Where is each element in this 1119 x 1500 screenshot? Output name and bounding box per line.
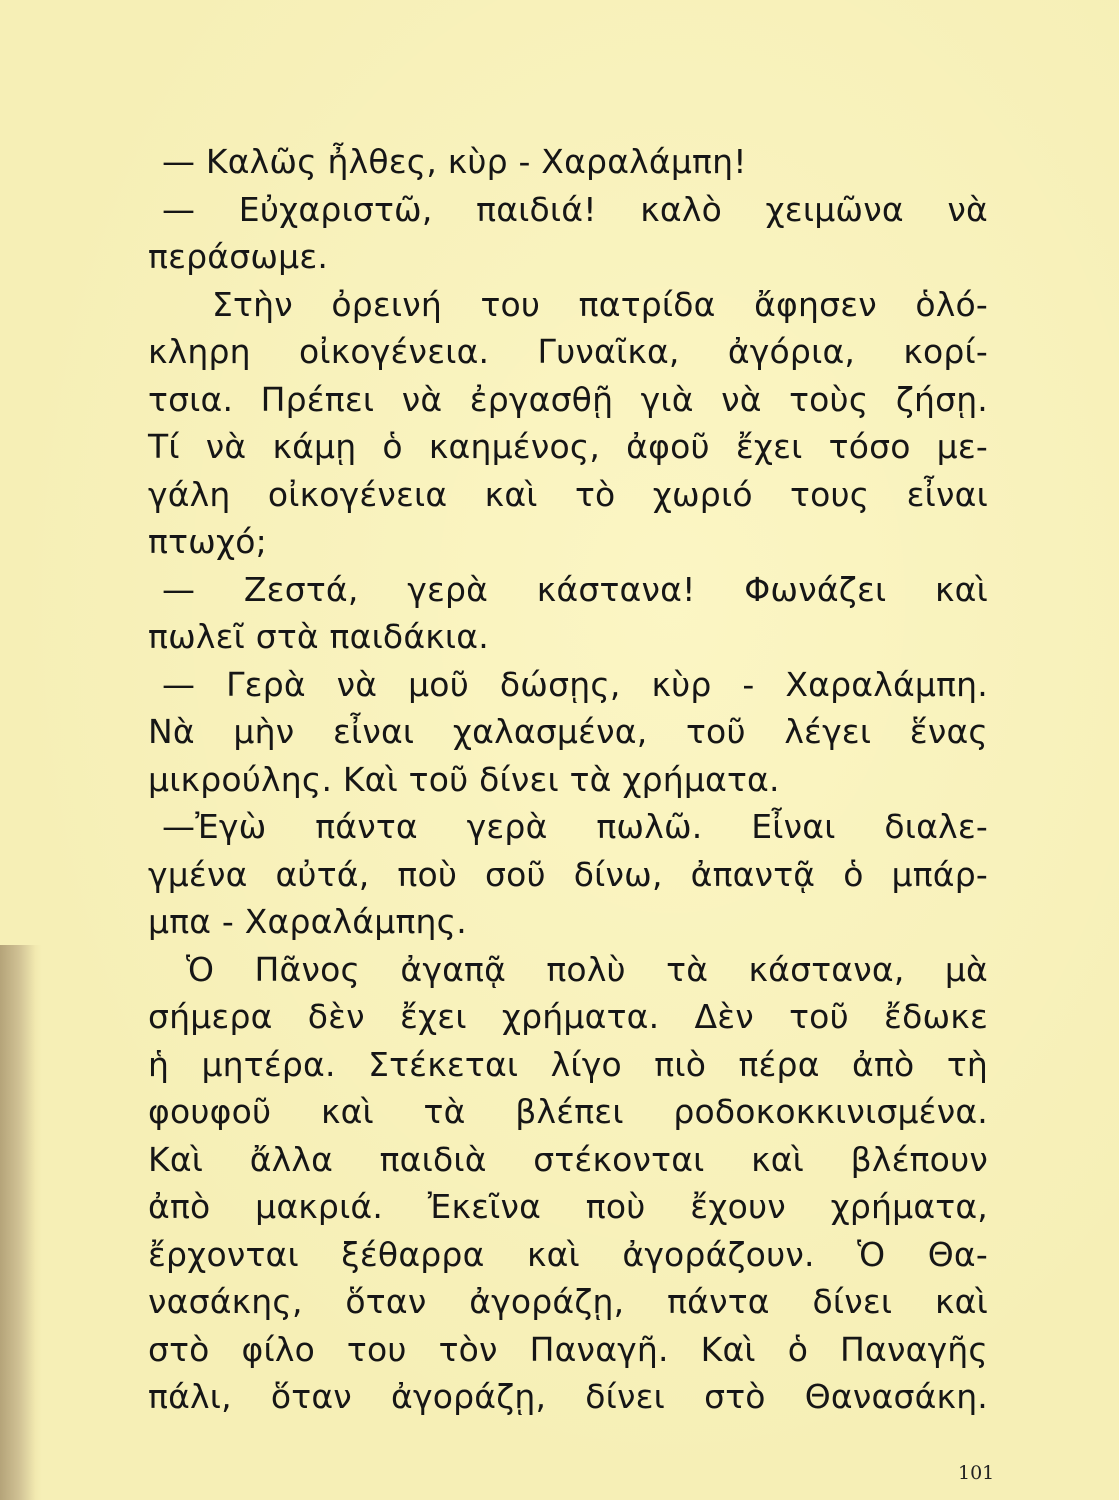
text-line: πτωχό; [148, 522, 267, 561]
text-line: ἔρχονται ξέθαρρα καὶ ἀγοράζουν. Ὁ Θα- [148, 1234, 988, 1274]
paper-stain [0, 945, 42, 1500]
text-line: Καὶ ἄλλα παιδιὰ στέκονται καὶ βλέπουν [148, 1139, 988, 1179]
text-line: γάλη οἰκογένεια καὶ τὸ χωριό τους εἶναι [148, 474, 988, 514]
text-line: — Καλῶς ἦλθες, κὺρ - Χαραλάμπη! [162, 142, 747, 181]
text-line: Ὁ Πᾶνος ἀγαπᾷ πολὺ τὰ κάστανα, μὰ [186, 949, 988, 989]
body-text [148, 138, 988, 1421]
text-line: πάλι, ὅταν ἀγοράζῃ, δίνει στὸ Θανασάκη. [148, 1377, 988, 1416]
page-number: 101 [958, 1462, 995, 1484]
text-line: πωλεῖ στὰ παιδάκια. [148, 617, 489, 656]
text-line: — Γερὰ νὰ μοῦ δώσῃς, κὺρ - Χαραλάμπη. [162, 664, 988, 704]
text-line: — Εὐχαριστῶ, παιδιά! καλὸ χειμῶνα νὰ [162, 189, 988, 229]
text-line: ἡ μητέρα. Στέκεται λίγο πιὸ πέρα ἀπὸ τὴ [148, 1044, 988, 1084]
text-line: νασάκης, ὅταν ἀγοράζῃ, πάντα δίνει καὶ [148, 1282, 988, 1321]
text-line: Στὴν ὀρεινή του πατρίδα ἄφησεν ὁλό- [212, 284, 988, 324]
text-line: τσια. Πρέπει νὰ ἐργασθῇ γιὰ νὰ τοὺς ζήσῃ. [148, 379, 988, 419]
text-line: —Ἐγὼ πάντα γερὰ πωλῶ. Εἶναι διαλε- [162, 807, 988, 846]
text-line: ἀπὸ μακριά. Ἐκεῖνα ποὺ ἔχουν χρήματα, [148, 1187, 988, 1226]
text-line: — Ζεστά, γερὰ κάστανα! Φωνάζει καὶ [162, 569, 988, 609]
text-line: Νὰ μὴν εἶναι χαλασμένα, τοῦ λέγει ἕνας [148, 712, 988, 751]
text-line: μπα - Χαραλάμπης. [148, 902, 467, 941]
text-line: γμένα αὐτά, ποὺ σοῦ δίνω, ἀπαντᾷ ὁ μπάρ- [148, 854, 988, 894]
text-line: περάσωμε. [148, 237, 329, 276]
text-line: σήμερα δὲν ἔχει χρήματα. Δὲν τοῦ ἔδωκε [148, 997, 988, 1036]
text-line: κληρη οἰκογένεια. Γυναῖκα, ἀγόρια, κορί- [148, 332, 988, 371]
text-line: μικρούλης. Καὶ τοῦ δίνει τὰ χρήματα. [148, 759, 780, 799]
text-line: φουφοῦ καὶ τὰ βλέπει ροδοκοκκινισμένα. [148, 1092, 988, 1131]
text-line: Τί νὰ κάμῃ ὁ καημένος, ἀφοῦ ἔχει τόσο με- [148, 427, 988, 466]
text-line: στὸ φίλο του τὸν Παναγῆ. Καὶ ὁ Παναγῆς [148, 1329, 988, 1369]
